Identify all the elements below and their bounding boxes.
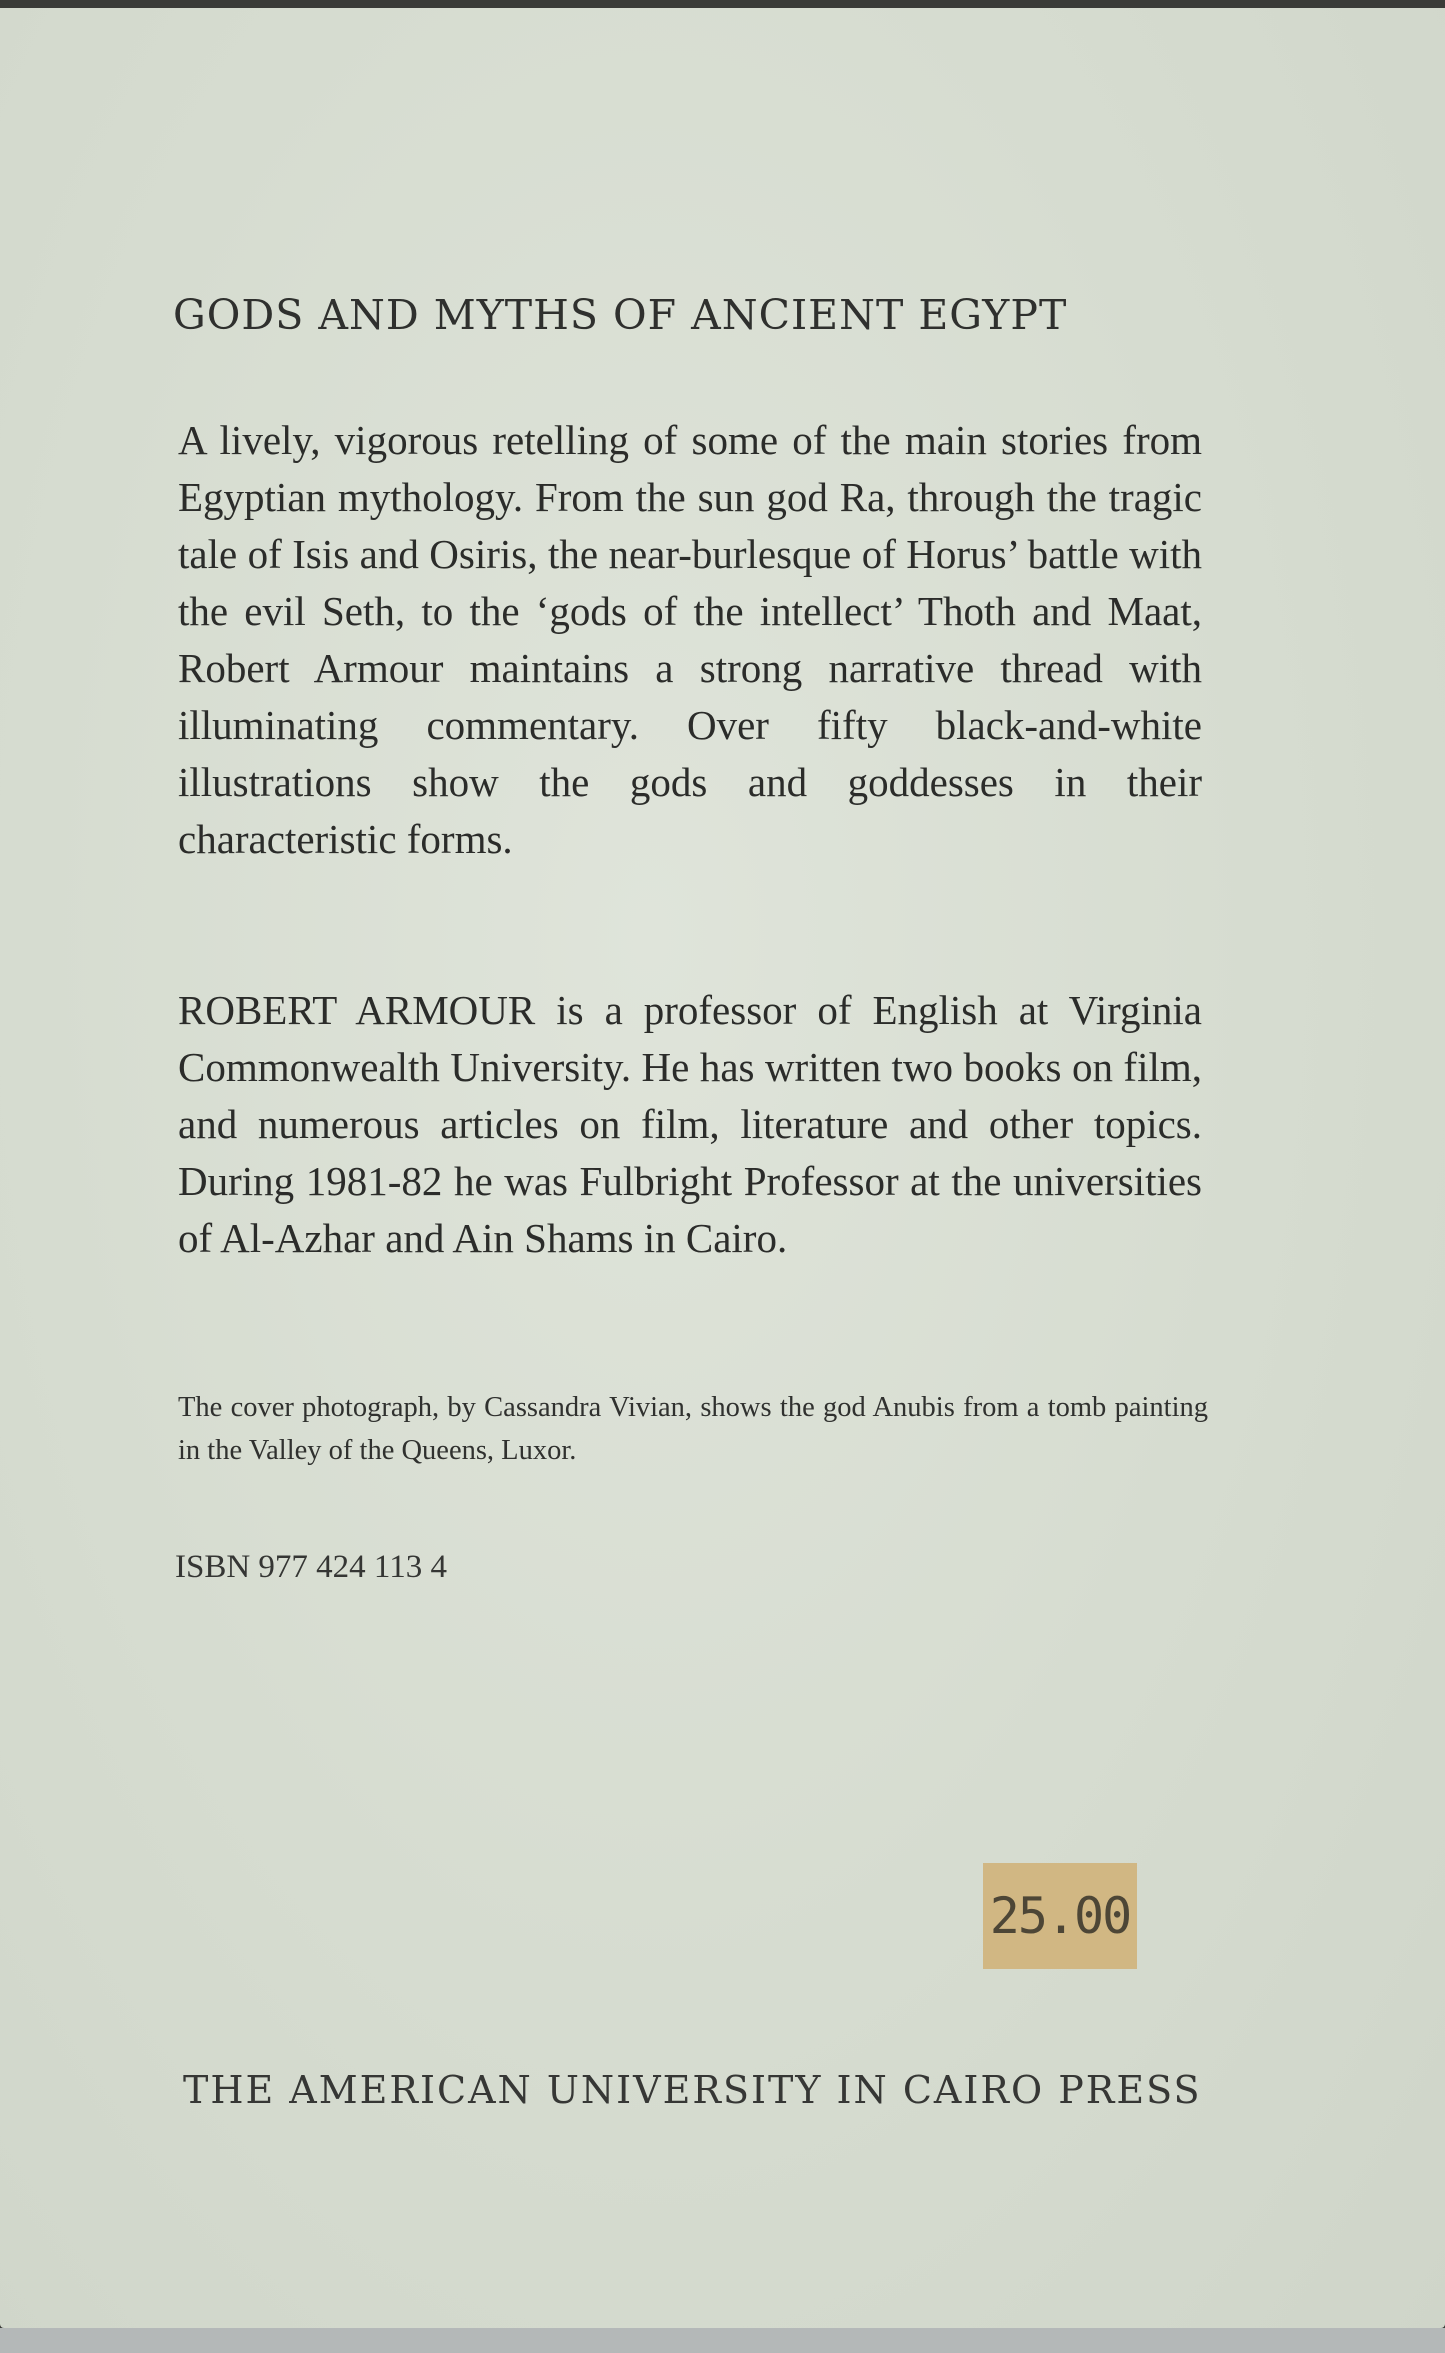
book-description: A lively, vigorous retelling of some of the main stories from Egyptian mythology. From the sun god Ra, through the tragic tale of Isis and Osiris, the near-burlesque of Horus’ battle with the evil Seth, to the ‘gods of the intellect’ Thoth and Maat, Robert Armour maintains a strong narrative thread with illuminating commentary. Over fifty black-and-white illustrations show the gods and goddesses in their characteristic forms. <box>178 417 1202 862</box>
book-title: GODS AND MYTHS OF ANCIENT EGYPT <box>173 291 1068 339</box>
book-bottom-edge <box>0 2328 1445 2353</box>
cover-photo-credit: The cover photograph, by Cassandra Vivian, shows the god Anubis from a tomb painting in the Valley of the Queens, Luxor. <box>178 1392 1208 1466</box>
author-bio: ROBERT ARMOUR is a professor of English at Virginia Commonwealth University. He has written two books on film, and numerous articles on film, literature and other topics. During 1981-82 he was Fulbright Professor at the universities of Al-Azhar and Ain Shams in Cairo. <box>178 987 1202 1261</box>
publisher-name: THE AMERICAN UNIVERSITY IN CAIRO PRESS <box>183 2068 1202 2112</box>
back-cover <box>0 8 1445 2328</box>
price-sticker <box>983 1863 1137 1969</box>
isbn-number: ISBN 977 424 113 4 <box>175 1549 447 1585</box>
price-label: 25.00 <box>989 1887 1131 1945</box>
